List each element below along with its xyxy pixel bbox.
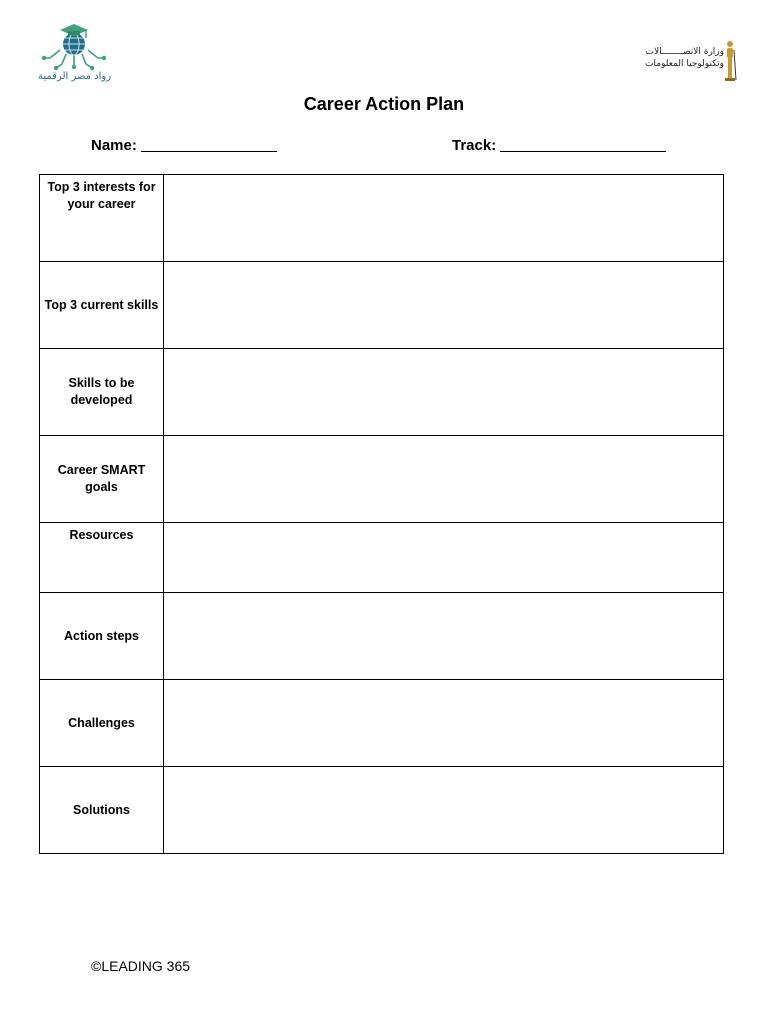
pharaonic-figure-icon: [722, 40, 738, 84]
row-label-challenges: Challenges: [40, 680, 164, 767]
ministry-name-line2: وتكنولوجيا المعلومات: [645, 59, 724, 69]
copyright-footer: ©LEADING 365: [91, 958, 191, 974]
row-label-skills-to-develop: Skills to be developed: [40, 349, 164, 436]
logo-caption: رواد مصر الرقمية: [38, 71, 112, 82]
row-value-current-skills[interactable]: [164, 262, 724, 349]
table-row: [40, 436, 724, 523]
track-label: Track:: [452, 137, 497, 154]
table-row: [40, 767, 724, 854]
row-label-resources: Resources: [40, 523, 164, 593]
track-field: [452, 137, 666, 154]
name-field: [91, 137, 277, 154]
row-value-action-steps[interactable]: [164, 593, 724, 680]
table-row: [40, 680, 724, 767]
row-label-interests: Top 3 interests for your career: [40, 175, 164, 262]
row-value-interests[interactable]: [164, 175, 724, 262]
row-value-solutions[interactable]: [164, 767, 724, 854]
row-label-action-steps: Action steps: [40, 593, 164, 680]
table-row: [40, 175, 724, 262]
row-value-skills-to-develop[interactable]: [164, 349, 724, 436]
table-row: [40, 262, 724, 349]
row-value-smart-goals[interactable]: [164, 436, 724, 523]
row-label-solutions: Solutions: [40, 767, 164, 854]
name-blank-line[interactable]: [141, 137, 277, 152]
row-value-challenges[interactable]: [164, 680, 724, 767]
row-label-current-skills: Top 3 current skills: [40, 262, 164, 349]
digital-egypt-pioneers-logo: [38, 22, 110, 84]
table-row: [40, 593, 724, 680]
row-value-resources[interactable]: [164, 523, 724, 593]
career-plan-table: [39, 174, 724, 854]
table-row: [40, 523, 724, 593]
ministry-logo: [645, 40, 742, 84]
name-label: Name:: [91, 137, 137, 154]
track-blank-line[interactable]: [500, 137, 666, 152]
ministry-name: [644, 46, 724, 70]
table-row: [40, 349, 724, 436]
ministry-name-line1: وزارة الاتصــــــــالات: [645, 47, 724, 57]
page-title: Career Action Plan: [303, 94, 465, 114]
row-label-smart-goals: Career SMART goals: [40, 436, 164, 523]
graduation-globe-circuit-icon: [38, 22, 110, 72]
